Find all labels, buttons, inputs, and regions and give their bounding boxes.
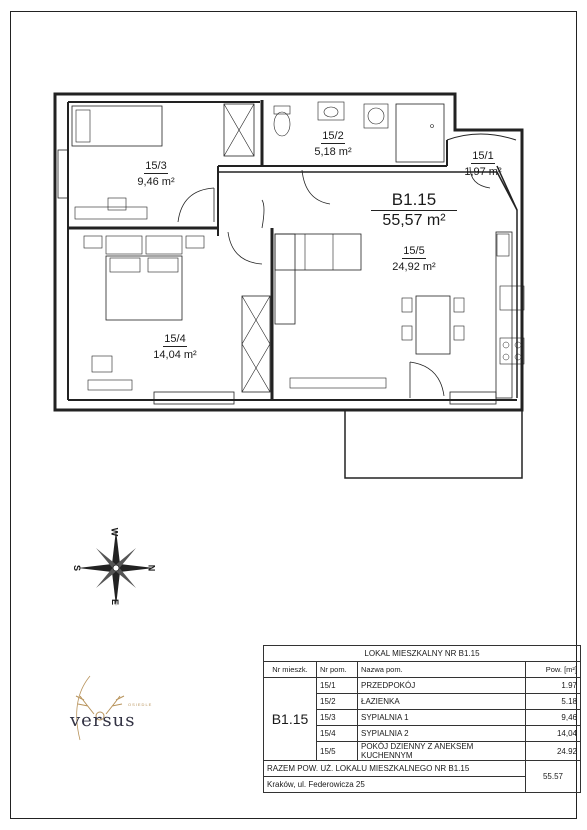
unit-code: B1.15 (371, 190, 457, 211)
room-label-15-3 (121, 160, 191, 189)
header-unit-no: Nr mieszk. (264, 662, 317, 678)
compass-n: N (146, 564, 157, 572)
room-number: 15/1 (472, 150, 494, 162)
versus-logo (58, 672, 178, 752)
room-number: 15/4 (164, 333, 186, 345)
row-room-no: 15/2 (317, 694, 358, 710)
compass-e: E (110, 598, 121, 606)
schedule-title: LOKAL MIESZKALNY NR B1.15 (264, 646, 581, 662)
compass-rose (78, 527, 157, 606)
row-room-no: 15/1 (317, 678, 358, 694)
room-area: 24,92 m² (392, 261, 436, 273)
room-area: 14,04 m² (153, 349, 197, 361)
room-label-15-5 (376, 245, 452, 274)
row-room-name: ŁAZIENKA (358, 694, 526, 710)
row-area: 1.97 (526, 678, 581, 694)
unit-title (371, 190, 457, 231)
room-number: 15/5 (403, 245, 425, 257)
header-room-name: Nazwa pom. (358, 662, 526, 678)
schedule-unit: B1.15 (264, 678, 317, 761)
compass-w: W (109, 527, 120, 537)
room-label-15-4 (140, 333, 210, 362)
row-room-no: 15/3 (317, 710, 358, 726)
row-room-no: 15/5 (317, 742, 358, 761)
room-area: 5,18 m² (314, 146, 352, 158)
row-area: 14,04 (526, 726, 581, 742)
header-area: Pow. [m²] (526, 662, 581, 678)
balcony-outline (345, 410, 522, 478)
header-room-no: Nr pom. (317, 662, 358, 678)
row-room-name: SYPIALNIA 2 (358, 726, 526, 742)
schedule-address: Kraków, ul. Federowicza 25 (264, 777, 526, 793)
row-room-no: 15/4 (317, 726, 358, 742)
room-label-15-2 (298, 130, 368, 159)
row-room-name: SYPIALNIA 1 (358, 710, 526, 726)
room-area: 1,97 m² (464, 166, 502, 178)
schedule-total-value: 55.57 (526, 761, 581, 793)
row-room-name: PRZEDPOKÓJ (358, 678, 526, 694)
room-label-15-1 (452, 150, 514, 179)
room-number: 15/2 (322, 130, 344, 142)
unit-total-area: 55,57 m² (382, 212, 446, 229)
row-room-name: POKÓJ DZIENNY Z ANEKSEM KUCHENNYM (358, 742, 526, 761)
logo-small-text: OSIEDLE (128, 702, 153, 707)
row-area: 24.92 (526, 742, 581, 761)
row-area: 9,46 (526, 710, 581, 726)
schedule-total-label: RAZEM POW. UŻ. LOKALU MIESZKALNEGO NR B1.15 (264, 761, 526, 777)
compass-s: S (72, 564, 83, 572)
room-number: 15/3 (145, 160, 167, 172)
table-row (264, 678, 581, 694)
row-area: 5.18 (526, 694, 581, 710)
area-schedule-table (263, 645, 581, 793)
room-area: 9,46 m² (137, 176, 175, 188)
logo-brand: versus (70, 710, 136, 731)
